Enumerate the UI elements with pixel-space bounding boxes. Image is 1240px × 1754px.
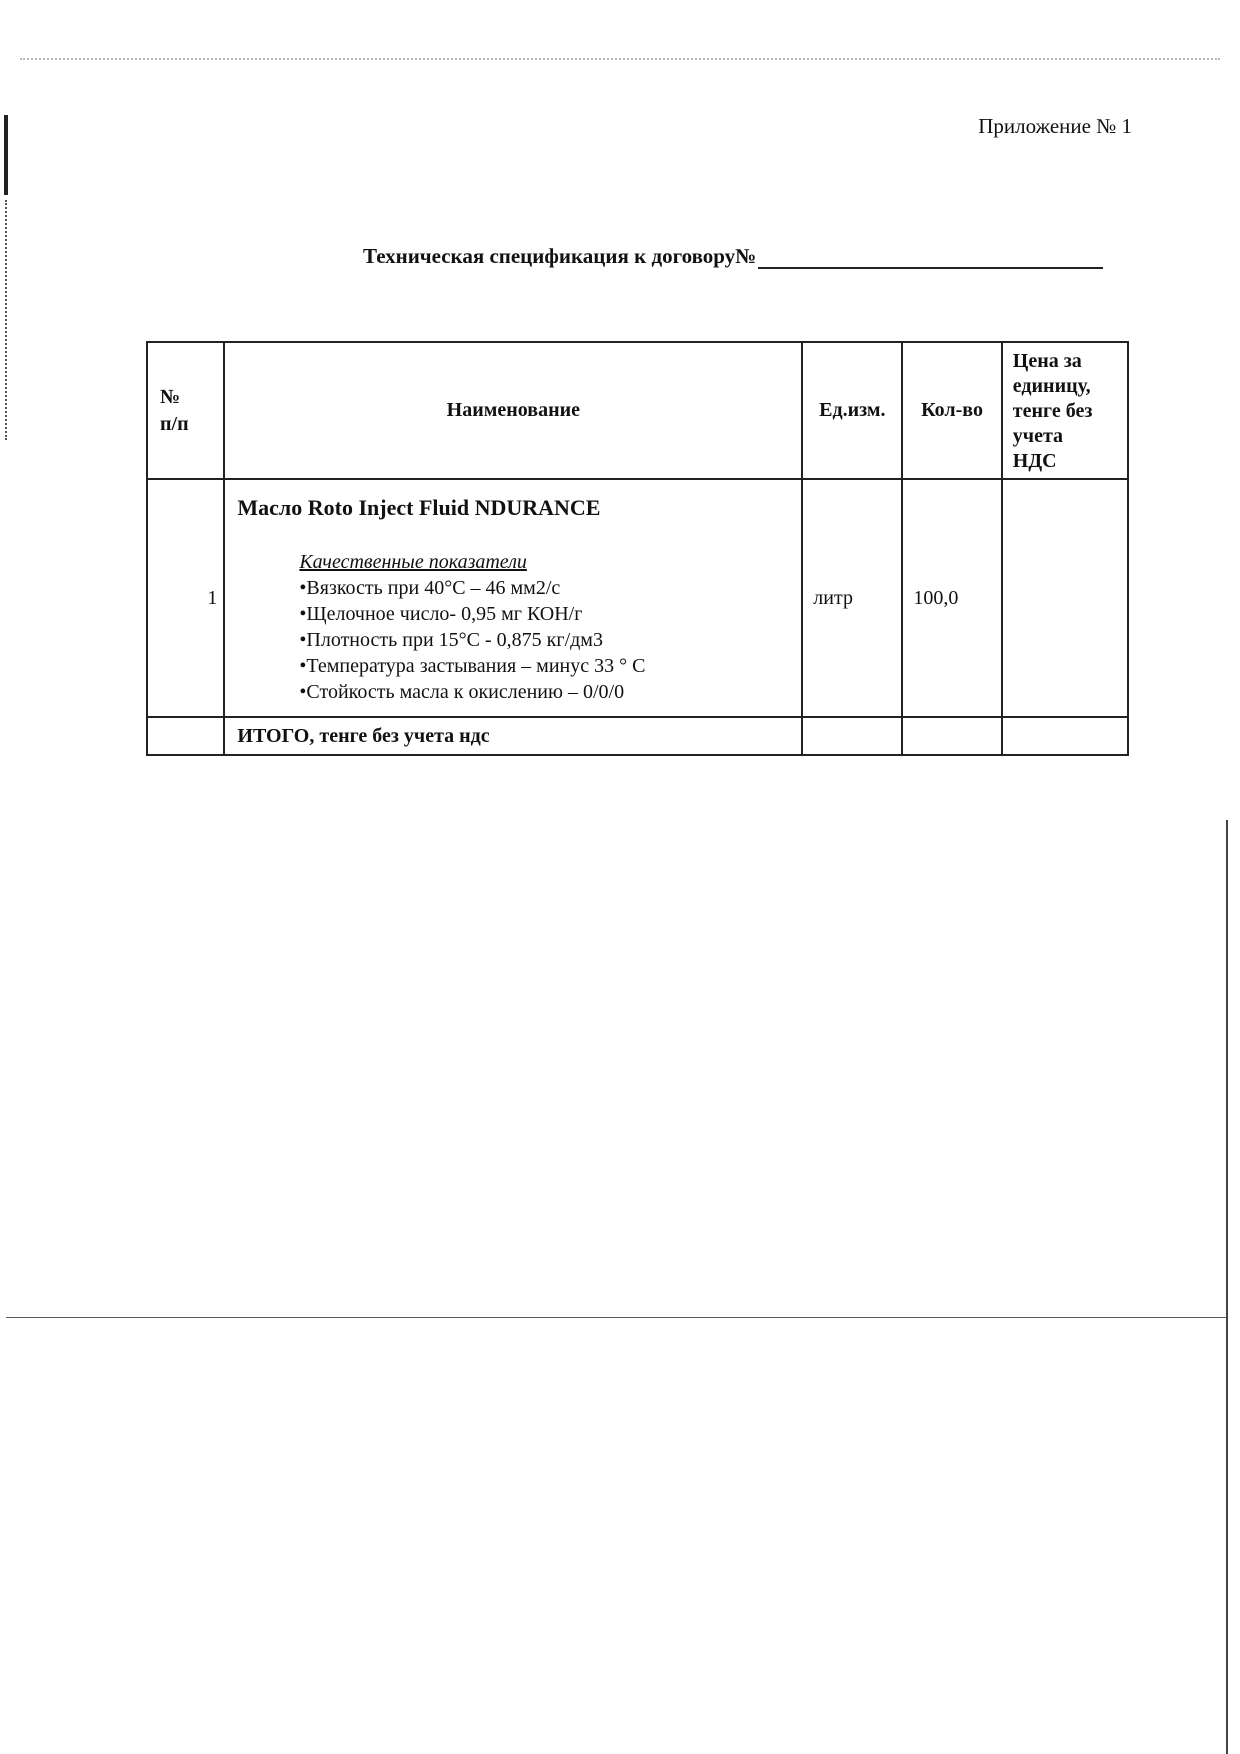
- document-title-text: Техническая спецификация к договору№: [363, 244, 757, 268]
- quality-indicator: • Стойкость масла к окислению – 0/0/0: [299, 679, 791, 705]
- total-label: ИТОГО, тенге без учета ндс: [224, 717, 802, 755]
- quality-indicators-heading: Качественные показатели: [299, 551, 527, 573]
- total-quantity-cell: [902, 717, 1001, 755]
- quality-indicator: • Вязкость при 40°C – 46 мм2/с: [299, 575, 791, 601]
- appendix-label: Приложение № 1: [978, 114, 1132, 138]
- contract-number-blank: [758, 245, 1103, 269]
- product-name: Масло Roto Inject Fluid NDURANCE: [237, 495, 601, 520]
- row-price: [1002, 479, 1128, 717]
- header-quantity: Кол-во: [902, 342, 1001, 479]
- header-price-line2: единицу,: [1012, 375, 1091, 397]
- header-number-line2: п/п: [160, 412, 189, 435]
- header-price-line3: тенге без: [1012, 400, 1093, 422]
- document-title: [363, 244, 1103, 269]
- scan-artifact-right-edge: [1226, 820, 1228, 1754]
- header-number-line1: №: [160, 385, 181, 408]
- total-row: [147, 717, 1128, 755]
- table-row: [147, 479, 1128, 717]
- scan-artifact-left-bar: [4, 115, 8, 195]
- specification-table: [146, 341, 1129, 756]
- scan-artifact-left-dots: [5, 200, 9, 440]
- total-number-cell: [147, 717, 224, 755]
- row-number: 1: [147, 479, 224, 717]
- row-unit: литр: [802, 479, 902, 717]
- header-price: [1002, 342, 1128, 479]
- header-price-line1: Цена за: [1012, 350, 1082, 372]
- total-unit-cell: [802, 717, 902, 755]
- quality-indicators-list: [299, 575, 791, 705]
- header-price-line5: НДС: [1012, 450, 1057, 472]
- scan-artifact-top-dots: [20, 58, 1220, 60]
- row-quantity: 100,0: [902, 479, 1001, 717]
- table-header-row: [147, 342, 1128, 479]
- total-price-cell: [1002, 717, 1128, 755]
- header-price-line4: учета: [1012, 425, 1064, 447]
- row-name-cell: [224, 479, 802, 717]
- quality-indicator: • Щелочное число- 0,95 мг КОН/г: [299, 601, 791, 627]
- quality-indicator: • Температура застывания – минус 33 ° С: [299, 653, 791, 679]
- header-number: [147, 342, 224, 479]
- header-name: Наименование: [224, 342, 802, 479]
- quality-indicator: • Плотность при 15°C - 0,875 кг/дм3: [299, 627, 791, 653]
- scan-artifact-fold-line: [6, 1317, 1226, 1318]
- header-unit: Ед.изм.: [802, 342, 902, 479]
